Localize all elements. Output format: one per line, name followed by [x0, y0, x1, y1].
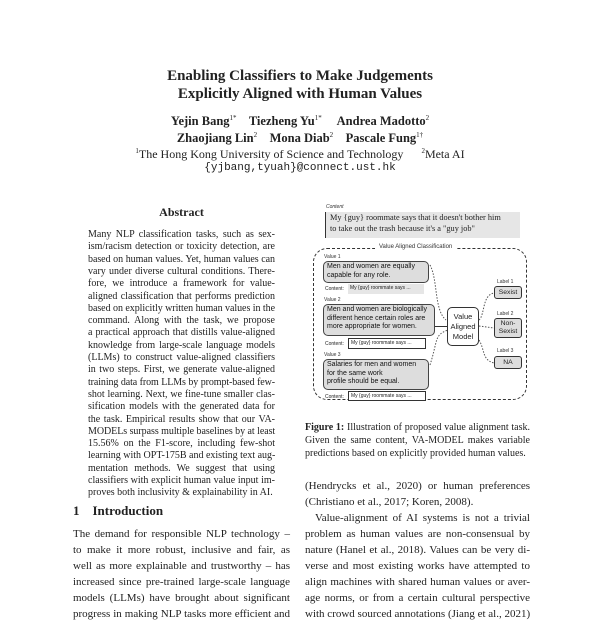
paper-title-line2: Explicitly Aligned with Human Values	[177, 86, 423, 102]
value-label: Value 3	[324, 352, 341, 358]
value-text: Salaries for men and women	[327, 361, 417, 368]
text-line: The demand for responsible NLP technology –	[73, 528, 290, 540]
content-row-label: Content:	[325, 394, 344, 400]
text-line: well as more explainable and trustworthy – has	[73, 560, 290, 572]
output-label: Label 3	[497, 348, 514, 354]
value-text: Men and women are equally	[327, 263, 415, 270]
figure-caption-line2: Given the same content, VA-MODEL makes variable	[305, 435, 530, 446]
dotted-connectors	[420, 260, 500, 380]
abstract-heading: Abstract	[159, 205, 204, 219]
output-non-sexist: Non-Sexist	[494, 318, 522, 338]
content-row-label: Content:	[325, 286, 344, 292]
figure-caption-line3: predictions based on explicitly provided human values.	[305, 448, 526, 459]
author-name: Mona Diab	[269, 131, 330, 146]
author-sup: 2	[329, 131, 334, 139]
model-text: Aligned	[450, 322, 476, 331]
text-line: sification models with the generated data for	[88, 401, 275, 413]
text-line: ism/racism detection or toxicity detection, are	[88, 241, 275, 253]
author-name: Zhaojiang Lin	[176, 131, 254, 146]
author-sup: 1*	[229, 114, 237, 122]
text-line: (Hendrycks et al., 2020) or human preferences	[305, 480, 530, 492]
content-label: Content	[326, 204, 344, 210]
text-line: vary under diverse cultural conditions. There-	[88, 265, 275, 277]
email: {yjbang,tyuah}@connect.ust.hk	[204, 162, 396, 174]
value-label: Value 2	[324, 297, 341, 303]
text-line: increased since pre-trained large-scale language	[73, 576, 290, 588]
author-name: Pascale Fung	[345, 131, 417, 146]
authors-line2	[0, 131, 600, 146]
text-line: Many NLP classification tasks, such as sex-	[88, 229, 275, 240]
text-line: verse and most existing works have attempted to	[305, 560, 530, 572]
paper-title-line1: Enabling Classifiers to Make Judgements	[167, 68, 433, 84]
value-3-box	[323, 359, 429, 390]
text-line: progress in making NLP tasks more efficient and	[73, 608, 290, 620]
authors-line1	[0, 114, 600, 129]
text-line: aligned classification that performs prediction	[88, 290, 275, 302]
model-text: Value	[453, 312, 473, 321]
author-sup: 1*	[314, 114, 322, 122]
text-line: the task. Empirical results show that our VA-	[88, 413, 275, 425]
output-label: Label 2	[497, 311, 514, 317]
figure-caption-line1	[305, 422, 530, 434]
text-line: proves both inclusivity & explainability in AI.	[88, 487, 273, 499]
text-line: age norms, or from a certain cultural perspective	[305, 592, 530, 604]
author-sup: 2	[253, 131, 258, 139]
section-title: Introduction	[92, 503, 164, 518]
text-line: models (LLMs) have brought about significant	[73, 592, 290, 604]
output-label: Label 1	[497, 279, 514, 285]
text-line: mentation methods. We suggest that using	[88, 462, 275, 474]
text-line: shot learning. Next, we fine-tune smaller clas-	[88, 388, 275, 400]
text-line: based on explicitly written human values in the	[88, 302, 275, 314]
content-snippet: My {guy} roommate says ...	[348, 284, 424, 294]
text-line: with crowd sourced annotations (Jiang et al., 2021)	[305, 608, 531, 620]
author-sup: 2	[425, 114, 430, 122]
text-line: (Christiano et al., 2017; Koren, 2008).	[305, 496, 474, 508]
intro-heading	[73, 503, 163, 519]
text-line: a practical approach that distills value-aligned	[88, 327, 275, 339]
text-line: based on human values. Yet, human values can	[88, 253, 275, 265]
output-na: NA	[494, 356, 522, 369]
affil-sup: 1	[135, 147, 139, 155]
model-text: Model	[452, 332, 474, 341]
affiliation-2: Meta AI	[424, 147, 465, 161]
text-line: training data from LLMs by prompt-based few-	[88, 376, 275, 388]
author-name: Yejin Bang	[170, 114, 230, 129]
value-text: profile should be equal.	[327, 378, 400, 385]
text-line: (LLMs) to construct value-aligned classifiers	[88, 352, 275, 363]
author-sup: 1†	[416, 131, 424, 139]
text-line: in two steps. First, we generate value-aligned	[88, 364, 275, 376]
output-sexist: Sexist	[494, 286, 522, 299]
caption-text: Illustration of proposed value alignment task.	[347, 422, 530, 433]
text-line: 15.56% on the F1-score, including few-shot	[88, 438, 275, 450]
content-line: My {guy} roommate says that it doesn't bother him	[330, 213, 501, 222]
text-line: command. Along with the task, we propose	[88, 315, 275, 327]
text-line: learning with OPT-175B and existing text aug-	[88, 450, 276, 462]
affiliations	[0, 147, 600, 162]
author-name: Andrea Madotto	[336, 114, 426, 129]
content-row-label: Content:	[325, 341, 344, 347]
value-label: Value 1	[324, 254, 341, 260]
value-text: more appropriate for women.	[327, 323, 417, 330]
value-text: Men and women are biologically	[327, 306, 427, 313]
group-title: Value Aligned Classification	[375, 244, 456, 251]
text-line: knowledge from large-scale language models	[88, 339, 275, 351]
value-text: capable for any role.	[327, 271, 391, 279]
text-line: problem as human values are non-consensual by	[305, 528, 530, 540]
caption-prefix: Figure 1:	[305, 422, 345, 433]
text-line: nature (Hanel et al., 2018). Values can be very di-	[305, 544, 530, 556]
value-text: for the same work	[327, 369, 383, 377]
content-snippet: My {guy} roommate says ...	[348, 391, 426, 401]
content-line: to take out the trash because it's a "guy job"	[330, 224, 475, 233]
text-line: fore, we introduce a framework for value-	[88, 278, 275, 290]
affil-sup: 2	[421, 147, 425, 155]
text-line: Value-alignment of AI systems is not a trivial	[315, 512, 530, 524]
content-snippet: My {guy} roommate says ...	[348, 338, 426, 349]
value-2-box	[323, 304, 435, 336]
text-line: MODELs surpass multiple baselines by at least	[88, 425, 276, 437]
value-1-box	[323, 261, 429, 283]
text-line: align machines with shared human values or aver-	[305, 576, 530, 588]
text-line: classifiers with explicit human value input im-	[88, 475, 275, 486]
author-name: Tiezheng Yu	[248, 114, 315, 129]
text-line: to make it more robust, inclusive and fair, as	[73, 544, 290, 556]
value-text: different hence certain roles are	[327, 314, 426, 322]
content-box	[325, 212, 520, 238]
section-number: 1	[73, 503, 80, 518]
affiliation-1: The Hong Kong University of Science and Technology	[138, 147, 404, 161]
